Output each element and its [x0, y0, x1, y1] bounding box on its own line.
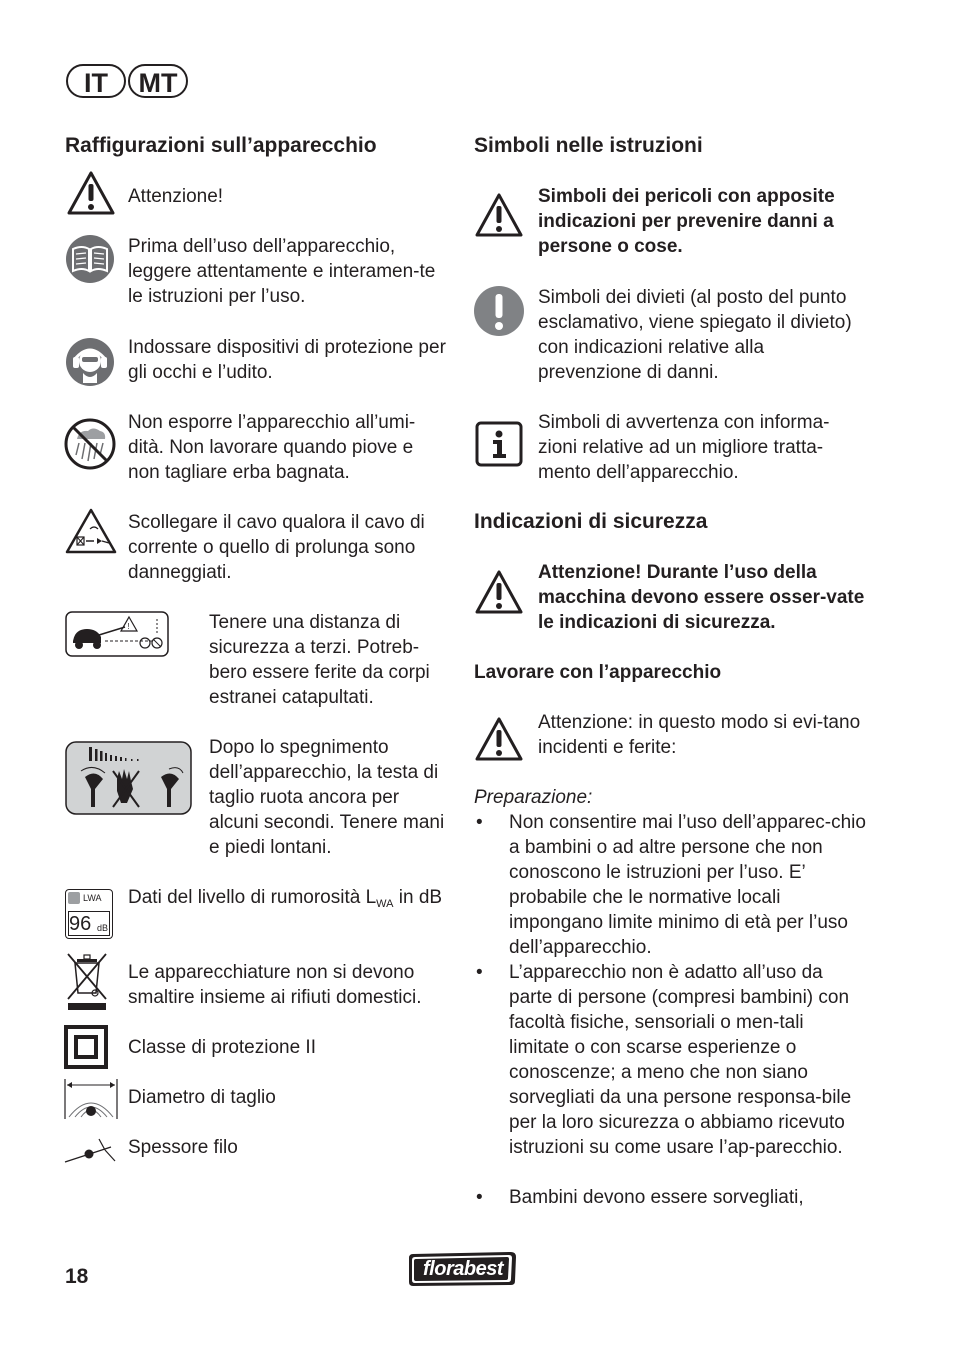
bullet-marker: • [476, 1187, 483, 1208]
crossed-bin-icon [65, 951, 109, 1013]
left-item-protection-text: Indossare dispositivi di protezione per gli occhi e l’udito. [128, 337, 446, 383]
no-rain-icon [63, 417, 117, 471]
warning-triangle-icon [474, 716, 524, 762]
bullet-text-1: Non consentire mai l’uso dell’apparec-chio a bambini o ad altre persone che non conoscono le istruzioni per l’uso. E’ probabile che le normative locali impongano limite minimo di età per l’uso dell’apparecchio. [509, 812, 866, 958]
left-item-class-text: Classe di protezione II [128, 1037, 316, 1058]
prohibition-exclamation-icon [473, 285, 525, 337]
symbol-info-text: Simboli di avvertenza con informa-zioni relative ad un migliore tratta-mento dell’apparecchio. [538, 412, 830, 483]
right-heading-safety: Indicazioni di sicurezza [474, 510, 708, 533]
left-item-humidity-text: Non esporre l’apparecchio all’umi-dità. Non lavorare quando piove e non tagliare erba bagnata. [128, 412, 416, 483]
safety-warning-text: Attenzione! Durante l’uso della macchina devono essere osser-vate le indicazioni di sicurezza. [538, 562, 865, 633]
speaker-icon [68, 892, 80, 904]
left-item-cable-text: Scollegare il cavo qualora il cavo di corrente o quello di prolunga sono danneggiati. [128, 512, 425, 583]
brand-logo [405, 1248, 519, 1288]
preparation-label: Preparazione: [474, 787, 593, 808]
noise-badge-label: LWA [83, 893, 102, 903]
line-thickness-icon [63, 1135, 119, 1165]
symbol-prohibition-text: Simboli dei divieti (al posto del punto esclamativo, viene spiegato il divieto) con indicazioni relative alla prevenzione di danni. [538, 287, 852, 383]
bullet-text-2: L’apparecchio non è adatto all’uso da parte di persone (compresi bambini) con facoltà fisiche, sensoriali o men-tali limitate o con scarse esperienze o conoscenze; a meno che non siano sorvegliati da una persone responsa-bile per la loro sicurezza o abbiamo ricevuto istruzioni su come usare l’ap-parecchio. [509, 962, 852, 1158]
unplug-cable-icon [64, 507, 118, 555]
manual-book-icon [65, 234, 115, 284]
bullet-text-3: Bambini devono essere sorvegliati, [509, 1187, 804, 1208]
left-item-noise-text: Dati del livello di rumorosità $L_{WA}$ in dB [128, 887, 443, 910]
info-icon [475, 421, 523, 467]
bullet-marker: • [476, 962, 483, 983]
left-item-thickness-text: Spessore filo [128, 1137, 238, 1158]
left-item-warning-text: Attenzione! [128, 186, 224, 207]
left-item-manual-text: Prima dell’uso dell’apparecchio, leggere attentamente e interamen-te le istruzioni per l’uso. [128, 236, 436, 307]
svg-text:!: ! [127, 622, 130, 631]
noise-level-icon [65, 889, 113, 939]
left-item-rotation-text: Dopo lo spegnimento dell’apparecchio, la testa di taglio ruota ancora per alcuni secondi. Tenere mani e piedi lontani. [209, 737, 445, 858]
noise-badge-unit: dB [97, 923, 109, 933]
bullet-marker: • [476, 812, 483, 833]
right-heading-symbols: Simboli nelle istruzioni [474, 134, 703, 157]
symbol-danger-text: Simboli dei pericoli con apposite indicazioni per prevenire danni a persone o cose. [538, 186, 835, 257]
eye-ear-protection-icon [65, 337, 115, 387]
lang-badge-it: IT [66, 64, 126, 98]
left-item-distance-text: Tenere una distanza di sicurezza a terzi. Potreb-bero essere ferite da corpi estranei catapultati. [209, 612, 430, 708]
warning-triangle-icon [66, 170, 116, 216]
work-warning-text: Attenzione: in questo modo si evi-tano incidenti e ferite: [538, 712, 861, 758]
rotating-head-icon [65, 741, 192, 815]
warning-triangle-icon [474, 192, 524, 238]
work-subheading: Lavorare con l’apparecchio [474, 662, 722, 683]
protection-class-ii-icon [64, 1025, 108, 1069]
left-item-disposal-text: Le apparecchiature non si devono smaltire insieme ai rifiuti domestici. [128, 962, 422, 1008]
page-number: 18 [65, 1265, 89, 1288]
safety-distance-icon [65, 611, 169, 657]
left-heading: Raffigurazioni sull’apparecchio [65, 134, 377, 157]
warning-triangle-icon [474, 569, 524, 615]
cutting-diameter-icon [63, 1077, 119, 1121]
brand-name: florabest [423, 1258, 503, 1280]
left-item-diameter-text: Diametro di taglio [128, 1087, 276, 1108]
noise-badge-value: 96 [69, 913, 92, 935]
lang-badge-mt: MT [128, 64, 188, 98]
